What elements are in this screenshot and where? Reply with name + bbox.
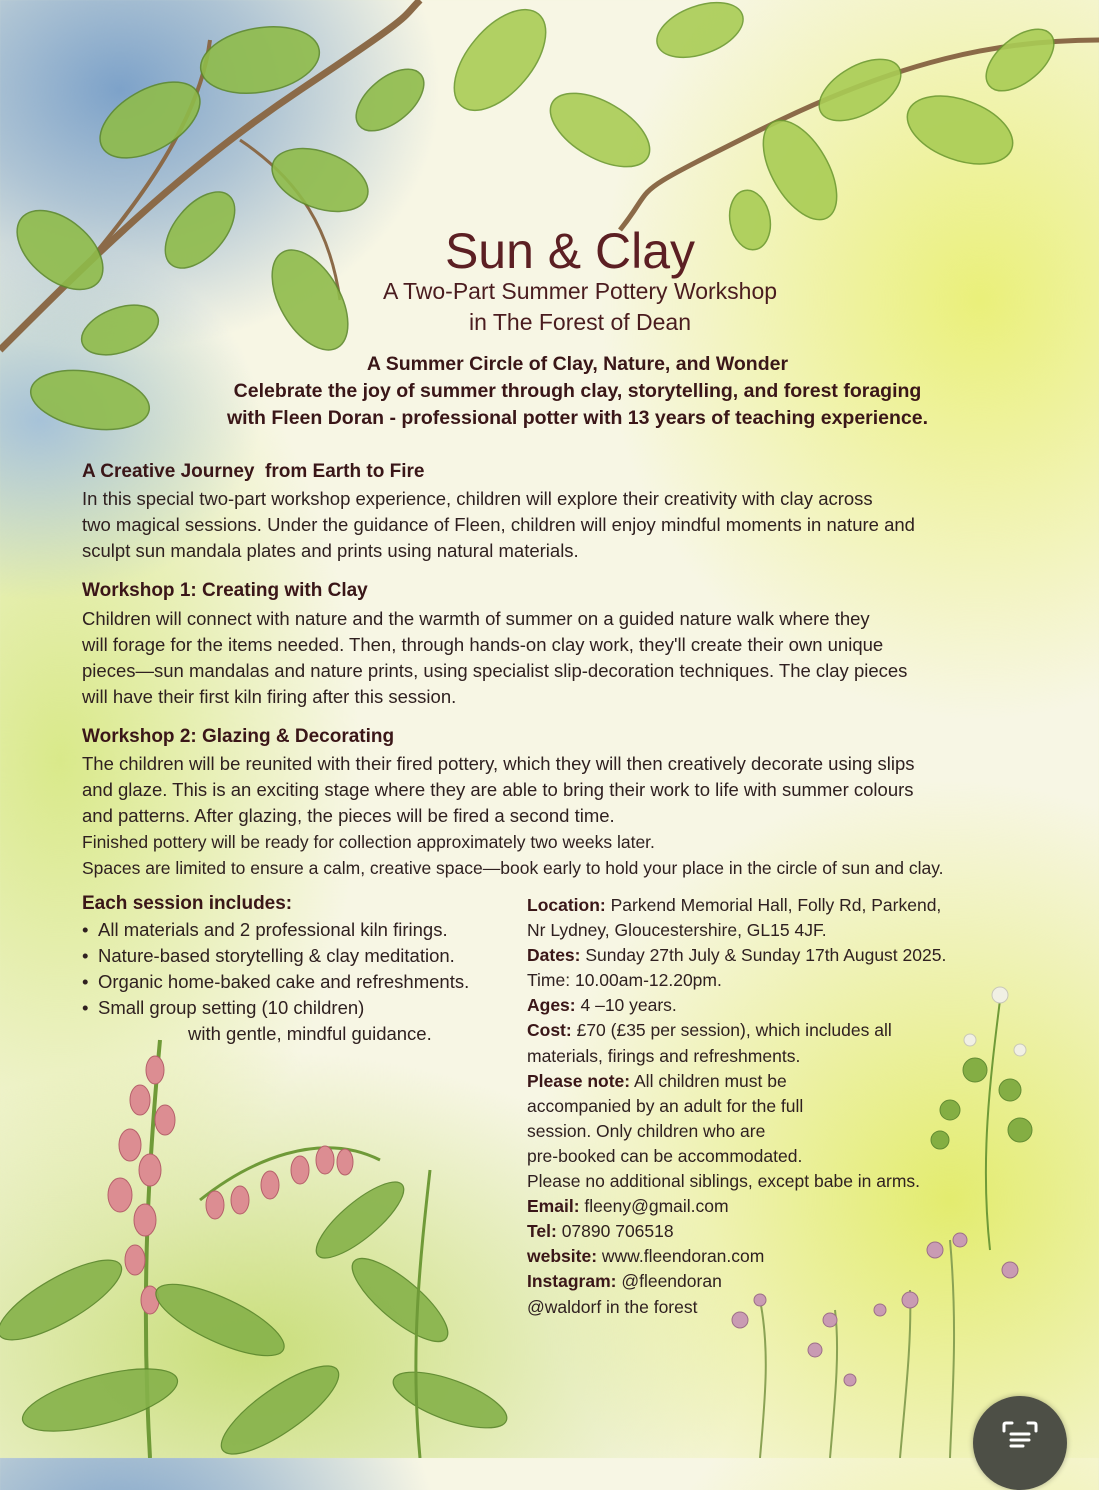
tel-value: 07890 706518 xyxy=(556,1221,674,1242)
list-item xyxy=(82,943,469,969)
includes-heading: Each session includes: xyxy=(82,893,293,914)
poster-subtitle-line2: in The Forest of Dean xyxy=(468,309,692,335)
workshop1-line: will forage for the items needed. Then, through hands-on clay work, they'll create their own unique xyxy=(82,634,884,655)
dates-label: Dates: xyxy=(527,945,581,966)
journey-line: two magical sessions. Under the guidance of Fleen, children will enjoy mindful moments in nature and xyxy=(82,514,915,535)
location-value: Parkend Memorial Hall, Folly Rd, Parkend, xyxy=(605,895,942,915)
tagline-line1: A Summer Circle of Clay, Nature, and Wonder xyxy=(366,353,789,375)
list-item xyxy=(82,969,469,995)
ages-value: 4 –10 years. xyxy=(575,995,677,1016)
cost-value: £70 (£35 per session), which includes all xyxy=(571,1020,892,1041)
workshop2-line: and patterns. After glazing, the pieces will be fired a second time. xyxy=(82,805,615,826)
bullet-icon: • xyxy=(82,971,89,992)
instagram-second: @waldorf in the forest xyxy=(527,1296,698,1317)
workshop1-line: Children will connect with nature and the warmth of summer on a guided nature walk where they xyxy=(82,608,870,629)
tagline-line2: Celebrate the joy of summer through clay, storytelling, and forest foraging xyxy=(233,380,922,402)
list-item-text: Nature-based storytelling & clay meditation. xyxy=(98,945,455,966)
session-includes xyxy=(82,893,469,1047)
location-row-2: Nr Lydney, Gloucestershire, GL15 4JF. xyxy=(527,920,827,941)
website-value: www.fleendoran.com xyxy=(597,1246,765,1267)
journey-heading: A Creative Journey from Earth to Fire xyxy=(82,461,425,482)
workshop2-line: Finished pottery will be ready for collection approximately two weeks later. xyxy=(82,832,655,852)
event-details xyxy=(527,893,946,1320)
ages-row xyxy=(527,993,946,1018)
note-line: session. Only children who are xyxy=(527,1120,766,1141)
tagline-line3: with Fleen Doran - professional potter with 13 years of teaching experience. xyxy=(226,407,929,429)
instagram-row xyxy=(527,1269,946,1294)
note-value: All children must be xyxy=(630,1070,787,1091)
cost-label: Cost: xyxy=(527,1020,572,1041)
instagram-label: Instagram: xyxy=(527,1271,617,1292)
instagram-value: @fleendoran xyxy=(616,1271,722,1292)
tel-row xyxy=(527,1219,946,1244)
list-item-continuation: with gentle, mindful guidance. xyxy=(188,1023,432,1044)
journey-line: In this special two-part workshop experience, children will explore their creativity with clay across xyxy=(82,488,873,509)
text-scan-button[interactable] xyxy=(973,1396,1067,1490)
list-item-text: Organic home-baked cake and refreshments. xyxy=(98,971,470,992)
cost-row-2: materials, firings and refreshments. xyxy=(527,1045,801,1066)
bullet-icon: • xyxy=(82,945,89,966)
email-value: fleeny@gmail.com xyxy=(579,1196,729,1217)
website-label: website: xyxy=(527,1246,598,1267)
poster-subtitle-line1: A Two-Part Summer Pottery Workshop xyxy=(382,278,778,304)
dates-value: Sunday 27th July & Sunday 17th August 2025. xyxy=(580,945,947,966)
workshop2-heading: Workshop 2: Glazing & Decorating xyxy=(82,726,395,747)
tel-label: Tel: xyxy=(527,1221,557,1242)
workshop1-heading: Workshop 1: Creating with Clay xyxy=(82,580,368,601)
note-line: accompanied by an adult for the full xyxy=(527,1095,804,1116)
poster-title: Sun & Clay xyxy=(444,223,696,279)
dates-row xyxy=(527,943,946,968)
list-item-text: All materials and 2 professional kiln firings. xyxy=(98,919,448,940)
location-label: Location: xyxy=(527,895,606,915)
note-line: Please no additional siblings, except babe in arms. xyxy=(527,1171,921,1192)
email-label: Email: xyxy=(527,1196,580,1217)
workshop2-line: and glaze. This is an exciting stage where they are able to bring their work to life with summer colours xyxy=(82,779,914,800)
workshop2-body xyxy=(82,751,1042,881)
note-label: Please note: xyxy=(527,1070,631,1091)
ages-label: Ages: xyxy=(527,995,576,1016)
workshop1-body xyxy=(82,606,1042,710)
list-item-text: Small group setting (10 children) xyxy=(98,997,365,1018)
bullet-icon: • xyxy=(82,919,89,940)
workshop2-line: Spaces are limited to ensure a calm, creative space—book early to hold your place in the circle of sun and clay. xyxy=(82,858,944,878)
text-scan-icon xyxy=(1001,1420,1039,1458)
journey-line: sculpt sun mandala plates and prints using natural materials. xyxy=(82,540,579,561)
list-item xyxy=(82,917,469,943)
cost-row xyxy=(527,1018,946,1043)
email-row xyxy=(527,1194,946,1219)
location-row xyxy=(527,893,946,918)
list-item xyxy=(82,995,469,1021)
workshop1-line: pieces—sun mandalas and nature prints, using specialist slip-decoration techniques. The clay pieces xyxy=(82,660,908,681)
bullet-icon: • xyxy=(82,997,89,1018)
website-row xyxy=(527,1244,946,1269)
time-row: Time: 10.00am-12.20pm. xyxy=(527,970,722,991)
journey-body xyxy=(82,486,1042,564)
note-row xyxy=(527,1069,946,1094)
note-line: pre-booked can be accommodated. xyxy=(527,1145,803,1166)
workshop2-line: The children will be reunited with their fired pottery, which they will then creatively decorate using slips xyxy=(82,753,915,774)
workshop1-line: will have their first kiln firing after this session. xyxy=(82,686,457,707)
